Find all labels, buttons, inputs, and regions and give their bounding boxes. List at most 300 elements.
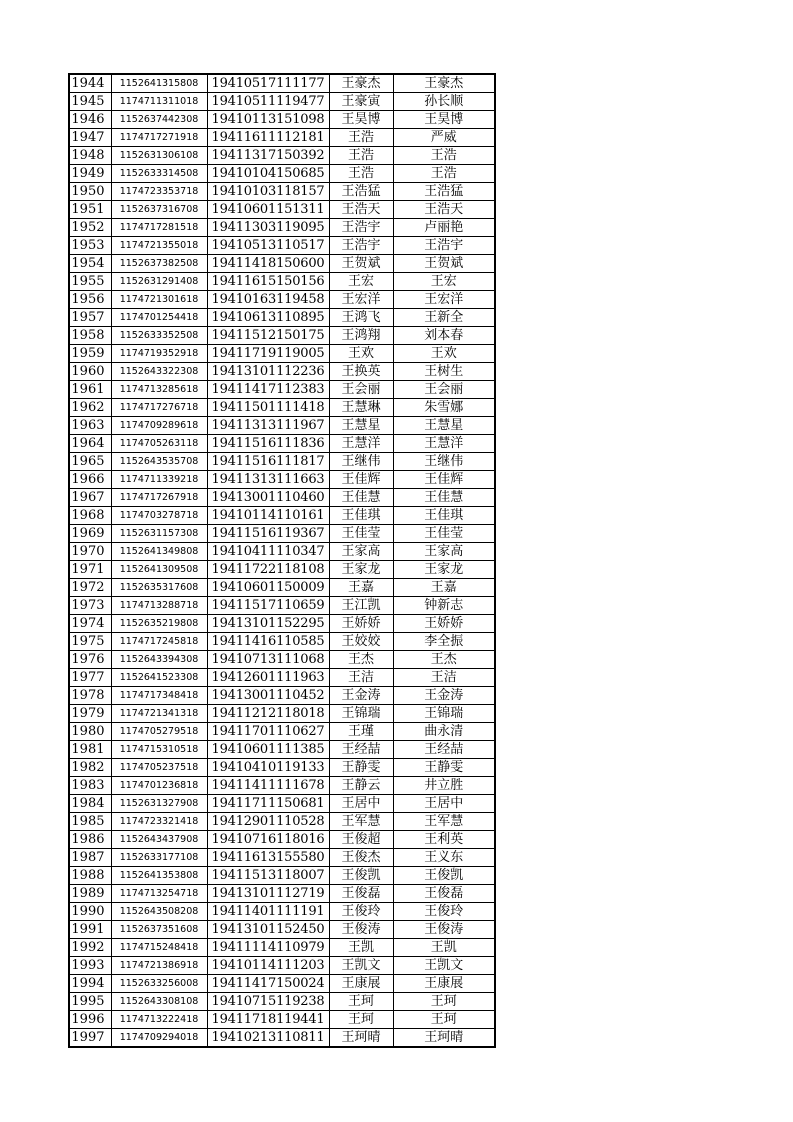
- second-name-cell: 卢丽艳: [393, 219, 495, 237]
- second-name-cell: 王欢: [393, 345, 495, 363]
- name-cell: 王锦瑞: [329, 705, 393, 723]
- row-number-cell: 1969: [69, 525, 111, 543]
- student-id-cell: 1174705279518: [111, 723, 207, 741]
- table-row: [69, 201, 495, 219]
- table-row: [69, 687, 495, 705]
- row-number-cell: 1975: [69, 633, 111, 651]
- exam-code-cell: 19410715119238: [207, 993, 329, 1011]
- name-cell: 王金涛: [329, 687, 393, 705]
- student-id-cell: 1152635317608: [111, 579, 207, 597]
- student-id-cell: 1152641353808: [111, 867, 207, 885]
- name-cell: 王继伟: [329, 453, 393, 471]
- student-id-cell: 1152643322308: [111, 363, 207, 381]
- name-cell: 王昊博: [329, 111, 393, 129]
- student-id-cell: 1152643535708: [111, 453, 207, 471]
- second-name-cell: 王经喆: [393, 741, 495, 759]
- exam-code-cell: 19411719119005: [207, 345, 329, 363]
- exam-code-cell: 19413001110452: [207, 687, 329, 705]
- exam-code-cell: 19411516119367: [207, 525, 329, 543]
- exam-code-cell: 19411517110659: [207, 597, 329, 615]
- exam-code-cell: 19410114111203: [207, 957, 329, 975]
- row-number-cell: 1973: [69, 597, 111, 615]
- row-number-cell: 1952: [69, 219, 111, 237]
- second-name-cell: 王宏: [393, 273, 495, 291]
- table-row: [69, 615, 495, 633]
- name-cell: 王俊磊: [329, 885, 393, 903]
- table-row: [69, 561, 495, 579]
- second-name-cell: 王嘉: [393, 579, 495, 597]
- exam-code-cell: 19410511119477: [207, 93, 329, 111]
- table-row: [69, 813, 495, 831]
- table-row: [69, 399, 495, 417]
- second-name-cell: 王静雯: [393, 759, 495, 777]
- exam-code-cell: 19411313111967: [207, 417, 329, 435]
- table-row: [69, 453, 495, 471]
- exam-code-cell: 19411317150392: [207, 147, 329, 165]
- second-name-cell: 刘本春: [393, 327, 495, 345]
- exam-code-cell: 19410517111177: [207, 74, 329, 93]
- second-name-cell: 王家高: [393, 543, 495, 561]
- name-cell: 王浩宇: [329, 219, 393, 237]
- table-row: [69, 435, 495, 453]
- exam-code-cell: 19410513110517: [207, 237, 329, 255]
- second-name-cell: 严威: [393, 129, 495, 147]
- row-number-cell: 1978: [69, 687, 111, 705]
- exam-code-cell: 19411615150156: [207, 273, 329, 291]
- name-cell: 王宏洋: [329, 291, 393, 309]
- row-number-cell: 1959: [69, 345, 111, 363]
- row-number-cell: 1970: [69, 543, 111, 561]
- table-row: [69, 1011, 495, 1029]
- table-row: [69, 327, 495, 345]
- second-name-cell: 李全振: [393, 633, 495, 651]
- exam-code-cell: 19411513118007: [207, 867, 329, 885]
- row-number-cell: 1962: [69, 399, 111, 417]
- exam-code-cell: 19411114110979: [207, 939, 329, 957]
- student-id-cell: 1174713222418: [111, 1011, 207, 1029]
- exam-code-cell: 19410601111385: [207, 741, 329, 759]
- row-number-cell: 1957: [69, 309, 111, 327]
- second-name-cell: 王凯文: [393, 957, 495, 975]
- table-row: [69, 309, 495, 327]
- table-row: [69, 489, 495, 507]
- table-row: [69, 219, 495, 237]
- row-number-cell: 1958: [69, 327, 111, 345]
- row-number-cell: 1989: [69, 885, 111, 903]
- row-number-cell: 1948: [69, 147, 111, 165]
- second-name-cell: 王杰: [393, 651, 495, 669]
- second-name-cell: 王佳辉: [393, 471, 495, 489]
- name-cell: 王杰: [329, 651, 393, 669]
- second-name-cell: 王家龙: [393, 561, 495, 579]
- second-name-cell: 王昊博: [393, 111, 495, 129]
- table-row: [69, 651, 495, 669]
- table-row: [69, 129, 495, 147]
- row-number-cell: 1954: [69, 255, 111, 273]
- table-row: [69, 597, 495, 615]
- table-row: [69, 975, 495, 993]
- table-row: [69, 723, 495, 741]
- table-row: [69, 849, 495, 867]
- name-cell: 王凯: [329, 939, 393, 957]
- student-id-cell: 1152643437908: [111, 831, 207, 849]
- exam-code-cell: 19410114110161: [207, 507, 329, 525]
- row-number-cell: 1964: [69, 435, 111, 453]
- row-number-cell: 1949: [69, 165, 111, 183]
- exam-code-cell: 19411416110585: [207, 633, 329, 651]
- name-cell: 王俊涛: [329, 921, 393, 939]
- student-id-cell: 1174717348418: [111, 687, 207, 705]
- student-id-cell: 1152631157308: [111, 525, 207, 543]
- row-number-cell: 1991: [69, 921, 111, 939]
- exam-code-cell: 19411611112181: [207, 129, 329, 147]
- second-name-cell: 王浩天: [393, 201, 495, 219]
- name-cell: 王珂晴: [329, 1029, 393, 1048]
- exam-code-cell: 19410613110895: [207, 309, 329, 327]
- table-row: [69, 255, 495, 273]
- second-name-cell: 王佳慧: [393, 489, 495, 507]
- row-number-cell: 1967: [69, 489, 111, 507]
- roster-table: [68, 73, 496, 1048]
- name-cell: 王豪杰: [329, 74, 393, 93]
- table-row: [69, 165, 495, 183]
- student-id-cell: 1174711311018: [111, 93, 207, 111]
- table-row: [69, 903, 495, 921]
- exam-code-cell: 19410163119458: [207, 291, 329, 309]
- student-id-cell: 1152641309508: [111, 561, 207, 579]
- name-cell: 王豪寅: [329, 93, 393, 111]
- student-id-cell: 1152637442308: [111, 111, 207, 129]
- student-id-cell: 1152633256008: [111, 975, 207, 993]
- student-id-cell: 1174715248418: [111, 939, 207, 957]
- second-name-cell: 王居中: [393, 795, 495, 813]
- student-id-cell: 1174713254718: [111, 885, 207, 903]
- name-cell: 王军慧: [329, 813, 393, 831]
- second-name-cell: 孙长顺: [393, 93, 495, 111]
- table-row: [69, 867, 495, 885]
- name-cell: 王静雯: [329, 759, 393, 777]
- exam-code-cell: 19411711150681: [207, 795, 329, 813]
- row-number-cell: 1953: [69, 237, 111, 255]
- exam-code-cell: 19410410119133: [207, 759, 329, 777]
- table-row: [69, 291, 495, 309]
- exam-code-cell: 19413101152450: [207, 921, 329, 939]
- second-name-cell: 王珂: [393, 993, 495, 1011]
- student-id-cell: 1174703278718: [111, 507, 207, 525]
- exam-code-cell: 19410411110347: [207, 543, 329, 561]
- row-number-cell: 1968: [69, 507, 111, 525]
- row-number-cell: 1947: [69, 129, 111, 147]
- table-row: [69, 183, 495, 201]
- row-number-cell: 1945: [69, 93, 111, 111]
- name-cell: 王珂: [329, 1011, 393, 1029]
- name-cell: 王慧星: [329, 417, 393, 435]
- exam-code-cell: 19411501111418: [207, 399, 329, 417]
- second-name-cell: 王俊涛: [393, 921, 495, 939]
- table-row: [69, 1029, 495, 1048]
- second-name-cell: 王浩: [393, 147, 495, 165]
- exam-code-cell: 19411313111663: [207, 471, 329, 489]
- name-cell: 王欢: [329, 345, 393, 363]
- student-id-cell: 1174721301618: [111, 291, 207, 309]
- second-name-cell: 曲永清: [393, 723, 495, 741]
- name-cell: 王俊凯: [329, 867, 393, 885]
- name-cell: 王鸿飞: [329, 309, 393, 327]
- student-id-cell: 1152637316708: [111, 201, 207, 219]
- name-cell: 王珂: [329, 993, 393, 1011]
- row-number-cell: 1971: [69, 561, 111, 579]
- exam-code-cell: 19411401111191: [207, 903, 329, 921]
- exam-code-cell: 19410213110811: [207, 1029, 329, 1048]
- name-cell: 王慧洋: [329, 435, 393, 453]
- second-name-cell: 王义东: [393, 849, 495, 867]
- exam-code-cell: 19411701110627: [207, 723, 329, 741]
- exam-code-cell: 19410601151311: [207, 201, 329, 219]
- name-cell: 王鸿翔: [329, 327, 393, 345]
- second-name-cell: 王慧洋: [393, 435, 495, 453]
- name-cell: 王娇娇: [329, 615, 393, 633]
- name-cell: 王嘉: [329, 579, 393, 597]
- student-id-cell: 1152635219808: [111, 615, 207, 633]
- table-row: [69, 705, 495, 723]
- table-row: [69, 957, 495, 975]
- second-name-cell: 井立胜: [393, 777, 495, 795]
- exam-code-cell: 19410104150685: [207, 165, 329, 183]
- row-number-cell: 1994: [69, 975, 111, 993]
- second-name-cell: 王贺斌: [393, 255, 495, 273]
- student-id-cell: 1152633177108: [111, 849, 207, 867]
- name-cell: 王浩: [329, 129, 393, 147]
- exam-code-cell: 19411212118018: [207, 705, 329, 723]
- row-number-cell: 1972: [69, 579, 111, 597]
- row-number-cell: 1951: [69, 201, 111, 219]
- exam-code-cell: 19411417112383: [207, 381, 329, 399]
- name-cell: 王浩天: [329, 201, 393, 219]
- exam-code-cell: 19410113151098: [207, 111, 329, 129]
- exam-code-cell: 19411411111678: [207, 777, 329, 795]
- name-cell: 王换英: [329, 363, 393, 381]
- row-number-cell: 1946: [69, 111, 111, 129]
- row-number-cell: 1997: [69, 1029, 111, 1048]
- name-cell: 王佳辉: [329, 471, 393, 489]
- student-id-cell: 1174705237518: [111, 759, 207, 777]
- table-row: [69, 507, 495, 525]
- name-cell: 王家龙: [329, 561, 393, 579]
- table-row: [69, 74, 495, 93]
- row-number-cell: 1992: [69, 939, 111, 957]
- table-row: [69, 345, 495, 363]
- student-id-cell: 1152637351608: [111, 921, 207, 939]
- second-name-cell: 王俊磊: [393, 885, 495, 903]
- name-cell: 王浩: [329, 165, 393, 183]
- second-name-cell: 钟新志: [393, 597, 495, 615]
- table-row: [69, 633, 495, 651]
- name-cell: 王洁: [329, 669, 393, 687]
- row-number-cell: 1993: [69, 957, 111, 975]
- name-cell: 王慧琳: [329, 399, 393, 417]
- second-name-cell: 王珂晴: [393, 1029, 495, 1048]
- table-row: [69, 417, 495, 435]
- student-id-cell: 1174713288718: [111, 597, 207, 615]
- row-number-cell: 1966: [69, 471, 111, 489]
- student-id-cell: 1174701236818: [111, 777, 207, 795]
- second-name-cell: 王豪杰: [393, 74, 495, 93]
- row-number-cell: 1996: [69, 1011, 111, 1029]
- table-row: [69, 93, 495, 111]
- name-cell: 王家高: [329, 543, 393, 561]
- name-cell: 王浩: [329, 147, 393, 165]
- table-row: [69, 147, 495, 165]
- exam-code-cell: 19410103118157: [207, 183, 329, 201]
- name-cell: 王经喆: [329, 741, 393, 759]
- row-number-cell: 1950: [69, 183, 111, 201]
- student-id-cell: 1174709289618: [111, 417, 207, 435]
- row-number-cell: 1980: [69, 723, 111, 741]
- roster-table-body: [69, 74, 495, 1047]
- row-number-cell: 1983: [69, 777, 111, 795]
- row-number-cell: 1944: [69, 74, 111, 93]
- second-name-cell: 王浩猛: [393, 183, 495, 201]
- student-id-cell: 1152637382508: [111, 255, 207, 273]
- table-row: [69, 669, 495, 687]
- second-name-cell: 王利英: [393, 831, 495, 849]
- student-id-cell: 1152643508208: [111, 903, 207, 921]
- row-number-cell: 1985: [69, 813, 111, 831]
- table-row: [69, 885, 495, 903]
- exam-code-cell: 19411512150175: [207, 327, 329, 345]
- student-id-cell: 1152641349808: [111, 543, 207, 561]
- exam-code-cell: 19413101152295: [207, 615, 329, 633]
- second-name-cell: 王慧星: [393, 417, 495, 435]
- row-number-cell: 1990: [69, 903, 111, 921]
- student-id-cell: 1174721355018: [111, 237, 207, 255]
- row-number-cell: 1963: [69, 417, 111, 435]
- second-name-cell: 王俊凯: [393, 867, 495, 885]
- second-name-cell: 王洁: [393, 669, 495, 687]
- row-number-cell: 1986: [69, 831, 111, 849]
- exam-code-cell: 19413001110460: [207, 489, 329, 507]
- student-id-cell: 1174715310518: [111, 741, 207, 759]
- name-cell: 王贺斌: [329, 255, 393, 273]
- name-cell: 王佳慧: [329, 489, 393, 507]
- table-row: [69, 525, 495, 543]
- table-row: [69, 759, 495, 777]
- name-cell: 王俊玲: [329, 903, 393, 921]
- table-row: [69, 795, 495, 813]
- table-row: [69, 237, 495, 255]
- exam-code-cell: 19411303119095: [207, 219, 329, 237]
- table-row: [69, 111, 495, 129]
- student-id-cell: 1174713285618: [111, 381, 207, 399]
- name-cell: 王江凯: [329, 597, 393, 615]
- exam-code-cell: 19410716118016: [207, 831, 329, 849]
- student-id-cell: 1174717245818: [111, 633, 207, 651]
- second-name-cell: 王佳莹: [393, 525, 495, 543]
- table-row: [69, 777, 495, 795]
- student-id-cell: 1174723321418: [111, 813, 207, 831]
- row-number-cell: 1960: [69, 363, 111, 381]
- row-number-cell: 1988: [69, 867, 111, 885]
- student-id-cell: 1174717267918: [111, 489, 207, 507]
- student-id-cell: 1152633352508: [111, 327, 207, 345]
- exam-code-cell: 19410601150009: [207, 579, 329, 597]
- exam-code-cell: 19410713111068: [207, 651, 329, 669]
- row-number-cell: 1987: [69, 849, 111, 867]
- name-cell: 王康展: [329, 975, 393, 993]
- exam-code-cell: 19411516111836: [207, 435, 329, 453]
- second-name-cell: 王锦瑞: [393, 705, 495, 723]
- exam-code-cell: 19413101112236: [207, 363, 329, 381]
- student-id-cell: 1174717276718: [111, 399, 207, 417]
- second-name-cell: 朱雪娜: [393, 399, 495, 417]
- second-name-cell: 王会丽: [393, 381, 495, 399]
- second-name-cell: 王珂: [393, 1011, 495, 1029]
- exam-code-cell: 19411718119441: [207, 1011, 329, 1029]
- second-name-cell: 王康展: [393, 975, 495, 993]
- name-cell: 王会丽: [329, 381, 393, 399]
- name-cell: 王静云: [329, 777, 393, 795]
- student-id-cell: 1152631291408: [111, 273, 207, 291]
- exam-code-cell: 19411722118108: [207, 561, 329, 579]
- exam-code-cell: 19413101112719: [207, 885, 329, 903]
- name-cell: 王浩猛: [329, 183, 393, 201]
- student-id-cell: 1174711339218: [111, 471, 207, 489]
- name-cell: 王姣姣: [329, 633, 393, 651]
- student-id-cell: 1174709294018: [111, 1029, 207, 1048]
- second-name-cell: 王佳琪: [393, 507, 495, 525]
- student-id-cell: 1152631327908: [111, 795, 207, 813]
- second-name-cell: 王浩宇: [393, 237, 495, 255]
- table-row: [69, 273, 495, 291]
- table-row: [69, 741, 495, 759]
- row-number-cell: 1956: [69, 291, 111, 309]
- table-row: [69, 921, 495, 939]
- second-name-cell: 王新全: [393, 309, 495, 327]
- row-number-cell: 1979: [69, 705, 111, 723]
- table-row: [69, 363, 495, 381]
- exam-code-cell: 19411516111817: [207, 453, 329, 471]
- student-id-cell: 1174717281518: [111, 219, 207, 237]
- second-name-cell: 王凯: [393, 939, 495, 957]
- second-name-cell: 王金涛: [393, 687, 495, 705]
- row-number-cell: 1982: [69, 759, 111, 777]
- row-number-cell: 1965: [69, 453, 111, 471]
- student-id-cell: 1152641315808: [111, 74, 207, 93]
- name-cell: 王佳琪: [329, 507, 393, 525]
- table-row: [69, 471, 495, 489]
- row-number-cell: 1974: [69, 615, 111, 633]
- row-number-cell: 1976: [69, 651, 111, 669]
- row-number-cell: 1961: [69, 381, 111, 399]
- exam-code-cell: 19411613155580: [207, 849, 329, 867]
- name-cell: 王俊超: [329, 831, 393, 849]
- table-row: [69, 939, 495, 957]
- name-cell: 王凯文: [329, 957, 393, 975]
- exam-code-cell: 19412901110528: [207, 813, 329, 831]
- exam-code-cell: 19412601111963: [207, 669, 329, 687]
- student-id-cell: 1152643308108: [111, 993, 207, 1011]
- student-id-cell: 1174717271918: [111, 129, 207, 147]
- name-cell: 王居中: [329, 795, 393, 813]
- row-number-cell: 1984: [69, 795, 111, 813]
- student-id-cell: 1174701254418: [111, 309, 207, 327]
- second-name-cell: 王继伟: [393, 453, 495, 471]
- exam-code-cell: 19411417150024: [207, 975, 329, 993]
- student-id-cell: 1174719352918: [111, 345, 207, 363]
- row-number-cell: 1995: [69, 993, 111, 1011]
- name-cell: 王浩宇: [329, 237, 393, 255]
- row-number-cell: 1981: [69, 741, 111, 759]
